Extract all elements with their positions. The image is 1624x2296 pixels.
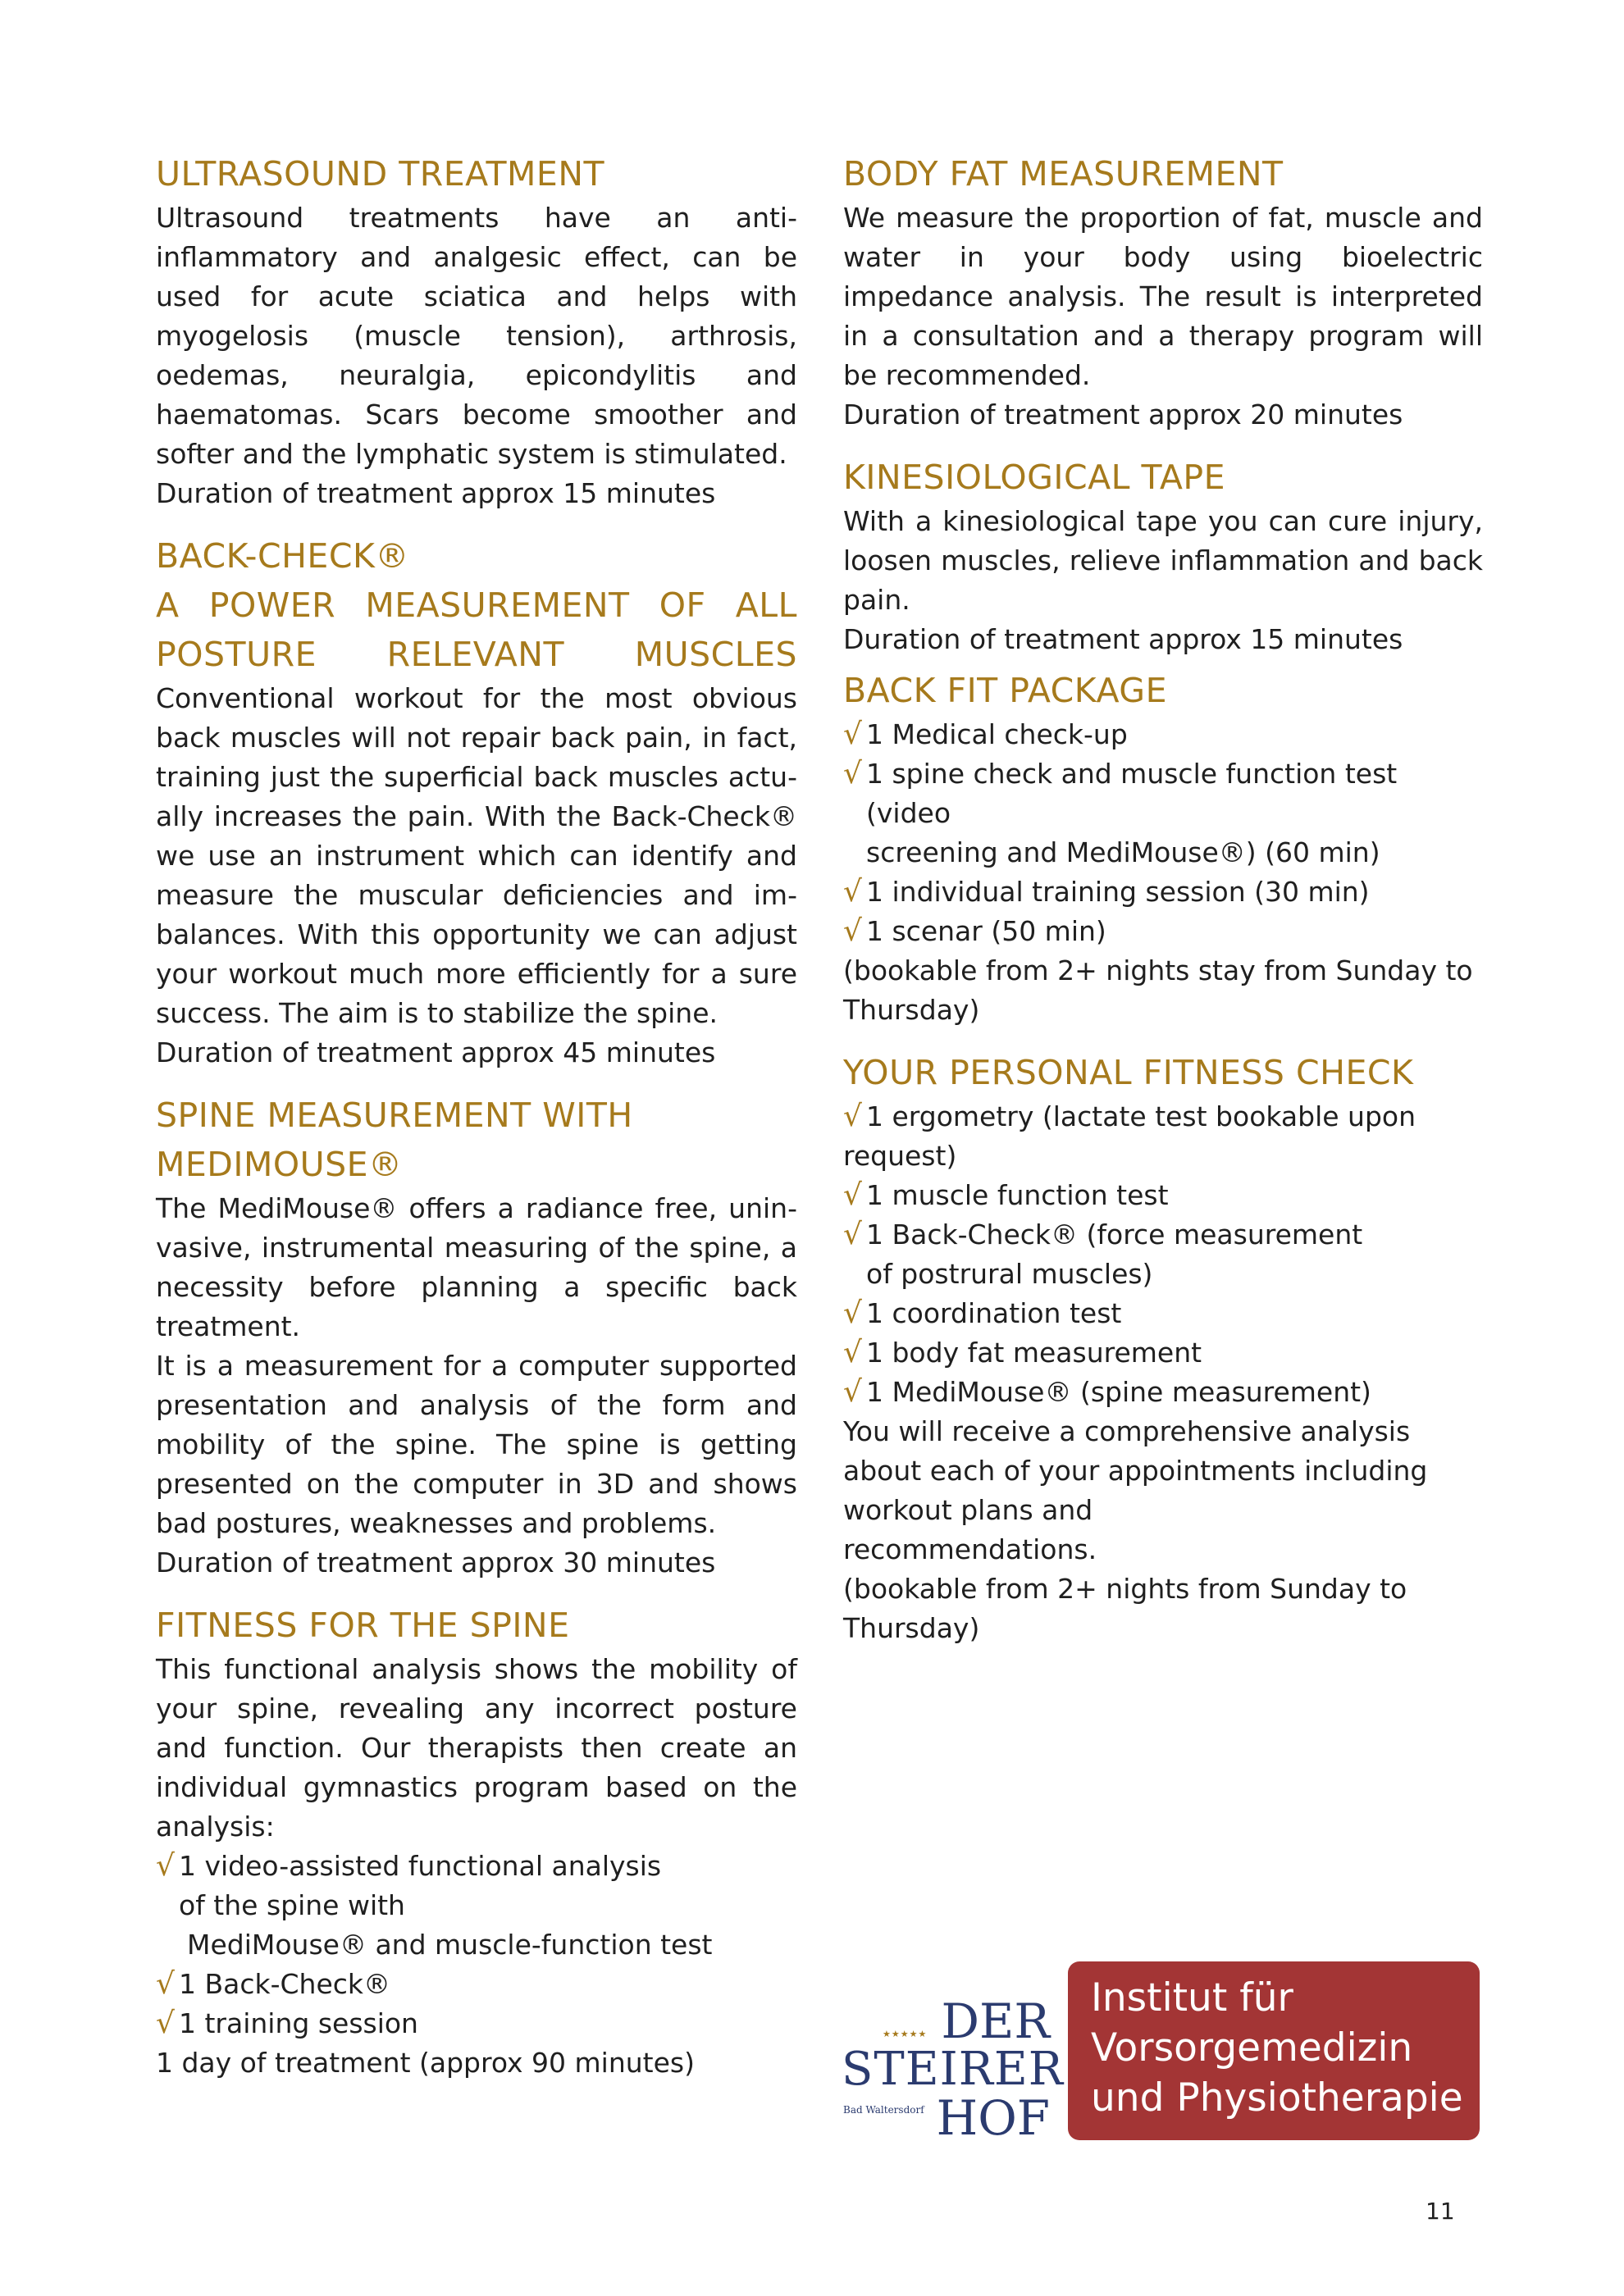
check-icon: √ (843, 1296, 862, 1330)
section-spine (156, 1091, 797, 1583)
list-item-text: 1 training session (179, 2007, 418, 2039)
list-item-text: 1 ergometry (lactate test bookable upon (866, 1100, 1416, 1132)
list-item (843, 715, 1483, 754)
list-item (843, 1176, 1483, 1215)
logo-der: DER (941, 1993, 1050, 2049)
section-fitness-spine (156, 1601, 797, 2083)
list-item (843, 872, 1483, 912)
list-item-text: 1 individual training session (30 min) (866, 876, 1370, 908)
list-item-text: of the spine with (179, 1889, 405, 1921)
badge-line: Institut für (1091, 1975, 1293, 2020)
check-icon: √ (843, 718, 862, 751)
right-column (843, 149, 1483, 1666)
list-item-text: 1 Medical check-up (866, 718, 1128, 750)
ultrasound-body: Ultrasound treatments have an anti-inflammatory and analgesic effect, can be used for acute sciatica and helps with myogelosis (muscle tension), arthrosis, oedemas, neuralgia, epicondylitis and haematomas. Scars become smoother and softer and the lymphatic system is stimulated. (156, 202, 797, 470)
list-item (156, 2004, 797, 2043)
heading-bodyfat: BODY FAT MEASUREMENT (843, 154, 1284, 194)
heading-ultrasound: ULTRASOUND TREATMENT (156, 154, 605, 194)
check-icon: √ (843, 1178, 862, 1212)
check-icon: √ (156, 1849, 175, 1883)
spine-body-2: It is a measurement for a computer supported presentation and analysis of the form and mobility of the spine. The spine is getting presented on the computer in 3D and shows bad postures, weaknesses and problems. (156, 1350, 797, 1539)
list-item (843, 1294, 1483, 1333)
logo-stars: ★★★★★ (883, 2029, 928, 2039)
check-icon: √ (843, 1336, 862, 1369)
heading-backfit: BACK FIT PACKAGE (843, 671, 1167, 710)
backcheck-duration: Duration of treatment approx 45 minutes (156, 1036, 716, 1068)
badge-line: Vorsorgemedizin (1091, 2025, 1413, 2070)
section-bodyfat (843, 149, 1483, 435)
heading-fitness-spine: FITNESS FOR THE SPINE (156, 1606, 570, 1645)
backfit-note: (bookable from 2+ nights stay from Sunday to Thursday) (843, 954, 1473, 1026)
fitness-footer: 1 day of treatment (approx 90 minutes) (156, 2047, 695, 2079)
personal-summary: You will receive a comprehensive analysis (843, 1415, 1411, 1447)
list-item-text: 1 scenar (50 min) (866, 915, 1106, 947)
list-item (843, 1333, 1483, 1373)
section-backcheck (156, 531, 797, 1073)
list-item-text: 1 muscle function test (866, 1179, 1169, 1211)
list-item-text: 1 spine check and muscle function test (video (866, 758, 1398, 829)
list-item-text: screening and MediMouse®) (60 min) (866, 836, 1380, 868)
ultrasound-duration: Duration of treatment approx 15 minutes (156, 477, 716, 509)
fitness-body: This functional analysis shows the mobility of your spine, revealing any incorrect posture and function. Our therapists then create an individual gymnastics program based on the analysis: (156, 1653, 797, 1843)
bodyfat-body: We measure the proportion of fat, muscle and water in your body using bioelectric impedance analysis. The result is interpreted in a consultation and a therapy program will be recommended. (843, 202, 1483, 391)
list-item (156, 1847, 797, 1886)
heading-kinesio: KINESIOLOGICAL TAPE (843, 458, 1226, 497)
check-icon: √ (843, 875, 862, 909)
heading-personal-fitness: YOUR PERSONAL FITNESS CHECK (843, 1053, 1414, 1092)
list-item-text: 1 coordination test (866, 1297, 1122, 1329)
backcheck-body: Conventional workout for the most obvious back muscles will not repair back pain, in fact, training just the superficial back muscles actually increases the pain. With the Back-Check® we use an instrument which can identify and measure the muscular deficiencies and imbalances. With this opportunity we can adjust your workout much more efficiently for a sure success. The aim is to stabilize the spine. (156, 682, 797, 1029)
spine-duration: Duration of treatment approx 30 minutes (156, 1547, 716, 1578)
list-item (156, 1965, 797, 2004)
section-kinesio (843, 453, 1483, 659)
spine-body-1: The MediMouse® offers a radiance free, uninvasive, instrumental measuring of the spine, a necessity before planning a specific back treatment. (156, 1192, 797, 1342)
check-icon: √ (843, 1100, 862, 1133)
heading-backcheck: BACK-CHECK® (156, 536, 409, 576)
list-item-text: 1 Back-Check® (force measurement (866, 1219, 1363, 1250)
heading-backcheck-sub2: POSTURE RELEVANT MUSCLES (156, 635, 797, 674)
list-item-text: 1 Back-Check® (179, 1968, 391, 2000)
page-number: 11 (1426, 2198, 1455, 2225)
section-ultrasound (156, 149, 797, 513)
kinesio-duration: Duration of treatment approx 15 minutes (843, 623, 1403, 655)
check-icon: √ (156, 2007, 175, 2040)
personal-summary: about each of your appointments including (843, 1455, 1428, 1487)
check-icon: √ (843, 1218, 862, 1251)
check-icon: √ (843, 1375, 862, 1409)
logo-steirer: STEIRER (842, 2043, 1064, 2096)
list-item (843, 754, 1483, 872)
check-icon: √ (843, 757, 862, 790)
institute-badge (1068, 1961, 1480, 2140)
check-icon: √ (156, 1967, 175, 2001)
bodyfat-duration: Duration of treatment approx 20 minutes (843, 399, 1403, 430)
personal-summary: recommendations. (843, 1533, 1097, 1565)
list-item-text: MediMouse® and muscle-function test (187, 1929, 713, 1961)
list-item (843, 1097, 1483, 1137)
heading-backcheck-sub1: A POWER MEASUREMENT OF ALL (156, 585, 797, 625)
steirerhof-logo (840, 1983, 1064, 2146)
check-icon: √ (843, 914, 862, 948)
personal-note: (bookable from 2+ nights from Sunday to Thursday) (843, 1573, 1407, 1644)
list-item-text: 1 video-assisted functional analysis (179, 1850, 662, 1882)
logo-hof: HOF (936, 2090, 1050, 2146)
list-item-text: of postrural muscles) (866, 1258, 1153, 1290)
list-item (843, 1373, 1483, 1412)
list-item (843, 1215, 1483, 1294)
list-item-text: 1 MediMouse® (spine measurement) (866, 1376, 1371, 1408)
section-backfit (843, 666, 1483, 1030)
left-column (156, 149, 797, 2101)
heading-spine-sub: MEDIMOUSE® (156, 1145, 403, 1184)
kinesio-body: With a kinesiological tape you can cure injury, loosen muscles, relieve inflammation and back pain. (843, 505, 1483, 616)
list-item (843, 912, 1483, 951)
list-item-text: 1 body fat measurement (866, 1337, 1202, 1369)
logo-place: Bad Waltersdorf (843, 2104, 924, 2116)
section-personal-fitness (843, 1048, 1483, 1648)
branding (840, 1961, 1480, 2146)
badge-line: und Physiotherapie (1091, 2075, 1463, 2121)
list-item-text: request) (843, 1140, 957, 1172)
heading-spine: SPINE MEASUREMENT WITH (156, 1096, 633, 1135)
personal-summary: workout plans and (843, 1494, 1093, 1526)
